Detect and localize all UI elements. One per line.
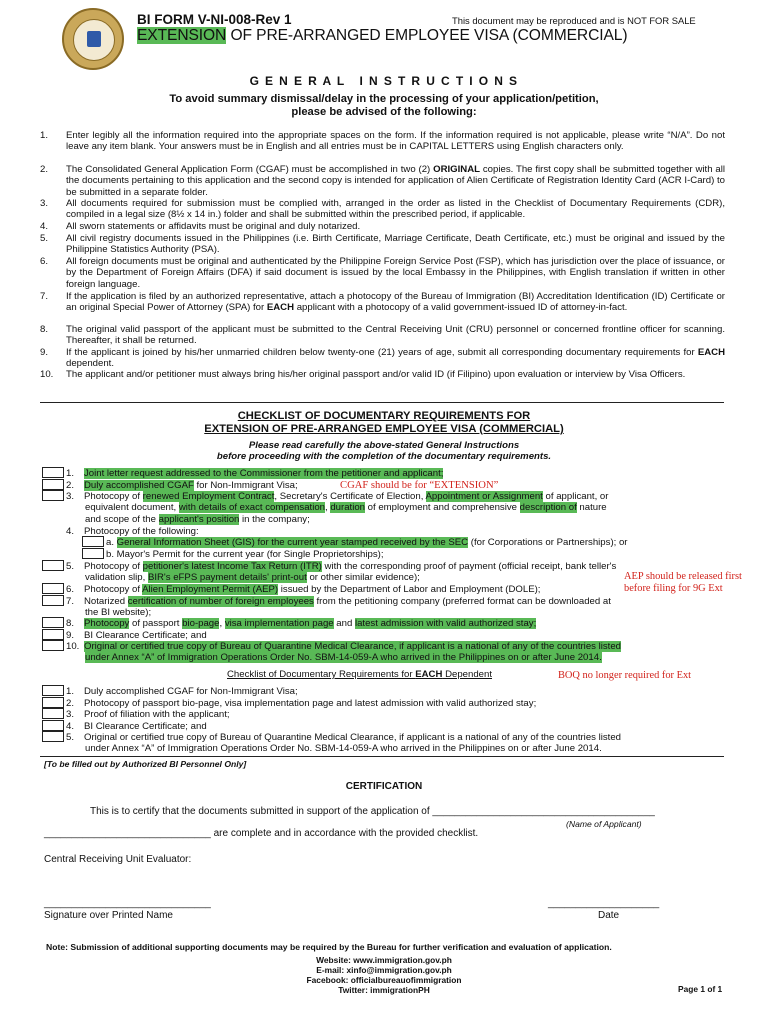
title-highlight: EXTENSION (137, 27, 227, 44)
certification-title: CERTIFICATION (345, 781, 423, 792)
checklist-item-5: 5. Photocopy of petitioner's latest Income Tax Return (ITR) with the corresponding proof of payment (official receipt, bank teller's validation slip, BIR's eFPS payment details' print-out or other similar evidence); (66, 561, 617, 584)
dependent-checkbox-1[interactable] (42, 685, 64, 696)
checklist-item-6: 6. Photocopy of Alien Employment Permit (AEP) issued by the Department of Labor and Employment (DOLE); (66, 584, 541, 595)
instruction-item: 5. All civil registry documents issued in the Philippines (i.e. Birth Certificate, Marriage Certificate, Death Certificate, etc.) must be original and issued by the Philippine Statistics Authority (PSA). (40, 233, 725, 256)
footer-website[interactable]: Website: www.immigration.gov.ph (316, 955, 452, 965)
checklist-note-2: before proceeding with the completion of the documentary requirements. (216, 451, 552, 462)
footer-twitter[interactable]: Twitter: immigrationPH (338, 985, 430, 995)
checklist-item-3: 3. Photocopy of renewed Employment Contract, Secretary's Certificate of Election, Appointment or Assignment of applicant, or equivalent document, with details of exact compensation, duration of employment and comprehensive description of nature and scope of the applicant's position in the company; (66, 491, 609, 525)
checklist-checkbox-8[interactable] (42, 617, 64, 628)
section-divider (40, 402, 724, 403)
footer-email[interactable]: E-mail: xinfo@immigration.gov.ph (316, 965, 452, 975)
checklist-item-2: 2. Duly accomplished CGAF for Non-Immigrant Visa; (66, 480, 298, 491)
applicant-name-label: (Name of Applicant) (566, 819, 642, 829)
dependent-checkbox-4[interactable] (42, 720, 64, 731)
checklist-item-9: 9. BI Clearance Certificate; and (66, 630, 207, 641)
instruction-item: 7. If the application is filed by an authorized representative, attach a photocopy of the Bureau of Immigration (BI) Accreditation Identification (ID) Certificate or an original Special Power of Attorney (SPA) for EACH applicant with a photocopy of a valid government-issued ID of attorney-in-fact. (40, 291, 725, 314)
certification-line-2: ______________________________ are complete and in accordance with the provided checklist. (44, 828, 479, 839)
instruction-item: 8. The original valid passport of the applicant must be submitted to the Central Receiving Unit (CRU) personnel or concerned frontline officer for scanning. Thereafter, it shall be returned. (40, 324, 725, 347)
checklist-item-8: 8. Photocopy of passport bio-page, visa implementation page and latest admission with valid authorized stay; (66, 618, 537, 629)
evaluator-label: Central Receiving Unit Evaluator: (44, 854, 192, 865)
form-title: EXTENSION OF PRE-ARRANGED EMPLOYEE VISA (COMMERCIAL) (137, 27, 628, 44)
checklist-checkbox-5[interactable] (42, 560, 64, 571)
dependent-item: 3. Proof of filiation with the applicant; (66, 709, 230, 720)
general-instructions-heading: G E N E R A L I N S T R U C T I O N S (249, 74, 519, 88)
instruction-item: 3. All documents required for submission must be complied with, arranged in the order as listed in the Checklist of Documentary Requirements (CDR), compiled in a legal size (8½ x 14 in.) folder and shall be submitted within the prescribed period, if applicable. (40, 198, 725, 221)
signature-label: Signature over Printed Name (44, 910, 173, 921)
section-divider (40, 756, 724, 757)
footer-facebook[interactable]: Facebook: officialbureauofimmigration (306, 975, 462, 985)
dependent-checkbox-5[interactable] (42, 731, 64, 742)
checklist-checkbox-2[interactable] (42, 479, 64, 490)
reproduction-note: This document may be reproduced and is NOT FOR SALE (452, 15, 696, 26)
instruction-item: 4. All sworn statements or affidavits must be original and duly notarized. (40, 221, 361, 232)
checklist-item-7: 7. Notarized certification of number of foreign employees from the petitioning company (preferred format can be downloaded at the BI website); (66, 596, 611, 619)
checklist-item-10: 10. Original or certified true copy of Bureau of Quarantine Medical Clearance, if applicant is a national of any of the countries listed under Annex “A” of Immigration Operations Order No. SBM-14-059-A who arrived in the Philippines on or after June 2014. (66, 641, 622, 664)
instruction-item: 1. Enter legibly all the information required into the appropriate spaces on the form. If the information required is not applicable, please write “N/A”. Do not leave any item blank. Your answers must be in English and all entries must be in CAPITAL LETTERS using English characters only. (40, 130, 725, 153)
dependent-checklist-title: Checklist of Documentary Requirements for EACH Dependent (227, 669, 493, 680)
form-code: BI FORM V-NI-008-Rev 1 (137, 12, 292, 27)
page-number: Page 1 of 1 (678, 984, 723, 994)
checklist-item-4: 4. Photocopy of the following: (66, 526, 199, 537)
checklist-checkbox-10[interactable] (42, 640, 64, 651)
checklist-checkbox-6[interactable] (42, 583, 64, 594)
authorized-personnel-note: [To be filled out by Authorized BI Personnel Only] (44, 759, 247, 769)
dependent-checkbox-2[interactable] (42, 697, 64, 708)
checklist-title-2: EXTENSION OF PRE-ARRANGED EMPLOYEE VISA (COMMERCIAL) (204, 423, 564, 435)
date-label: Date (598, 910, 620, 921)
bureau-seal-icon (62, 8, 124, 70)
date-line: ____________________ (548, 898, 660, 909)
dependent-item: 4. BI Clearance Certificate; and (66, 721, 207, 732)
footer-note: Note: Submission of additional supporting documents may be required by the Bureau for further verification and evaluation of application. (46, 942, 612, 952)
instruction-item: 6. All foreign documents must be original and authenticated by the Philippine Foreign Service Post (FSP), which has jurisdiction over the place of issuance, or by the Department of Foreign Affairs (DFA) if said document is issued by the local Embassy in the Philippines, with English translation if written in other foreign language. (40, 256, 725, 290)
dependent-checkbox-3[interactable] (42, 708, 64, 719)
checklist-checkbox-9[interactable] (42, 629, 64, 640)
certification-line-1: This is to certify that the documents submitted in support of the application of ________________________________________ (90, 806, 655, 817)
checklist-item-4a: a. General Information Sheet (GIS) for the current year stamped received by the SEC (for Corporations or Partnerships); or (106, 537, 628, 548)
checklist-note-1: Please read carefully the above-stated General Instructions (248, 440, 520, 451)
checklist-checkbox-7[interactable] (42, 595, 64, 606)
annotation-aep-2: before filing for 9G Ext (624, 583, 723, 594)
signature-line: ______________________________ (44, 898, 211, 909)
general-subheading-1: To avoid summary dismissal/delay in the processing of your application/petition, (169, 93, 599, 105)
checklist-item-4b: b. Mayor's Permit for the current year (for Single Proprietorships); (106, 549, 384, 560)
checklist-checkbox-4a[interactable] (82, 536, 104, 547)
checklist-checkbox-3[interactable] (42, 490, 64, 501)
general-subheading-2: please be advised of the following: (291, 106, 477, 118)
instruction-item: 9. If the applicant is joined by his/her unmarried children below twenty-one (21) years of age, submit all corresponding documentary requirements for EACH dependent. (40, 347, 725, 370)
dependent-item: 5. Original or certified true copy of Bureau of Quarantine Medical Clearance, if applicant is a national of any of the countries listed under Annex “A” of Immigration Operations Order No. SBM-14-059-A who arrived in the Philippines on or after June 2014. (66, 732, 622, 755)
annotation-aep-1: AEP should be released first (624, 571, 742, 582)
checklist-item-1: 1. Joint letter request addressed to the Commissioner from the petitioner and applicant; (66, 468, 444, 479)
dependent-item: 1. Duly accomplished CGAF for Non-Immigrant Visa; (66, 686, 298, 697)
dependent-item: 2. Photocopy of passport bio-page, visa implementation page and latest admission with valid authorized stay; (66, 698, 537, 709)
annotation-boq: BOQ no longer required for Ext (558, 670, 692, 681)
checklist-title-1: CHECKLIST OF DOCUMENTARY REQUIREMENTS FOR (237, 410, 531, 422)
annotation-cgaf: CGAF should be for “EXTENSION” (340, 480, 499, 491)
instruction-item: 2. The Consolidated General Application Form (CGAF) must be accomplished in two (2) ORIGINAL copies. The first copy shall be submitted together with all the documents pertaining to this application and the second copy is intended for application of Alien Certificate of Registration Identity Card (ACR I-Card) to be submitted in a separate folder. (40, 164, 725, 198)
checklist-checkbox-1[interactable] (42, 467, 64, 478)
instruction-item: 10. The applicant and/or petitioner must always bring his/her original passport and/or valid ID (if Filipino) upon evaluation or interview by Visa Officers. (40, 369, 686, 380)
checklist-checkbox-4b[interactable] (82, 548, 104, 559)
